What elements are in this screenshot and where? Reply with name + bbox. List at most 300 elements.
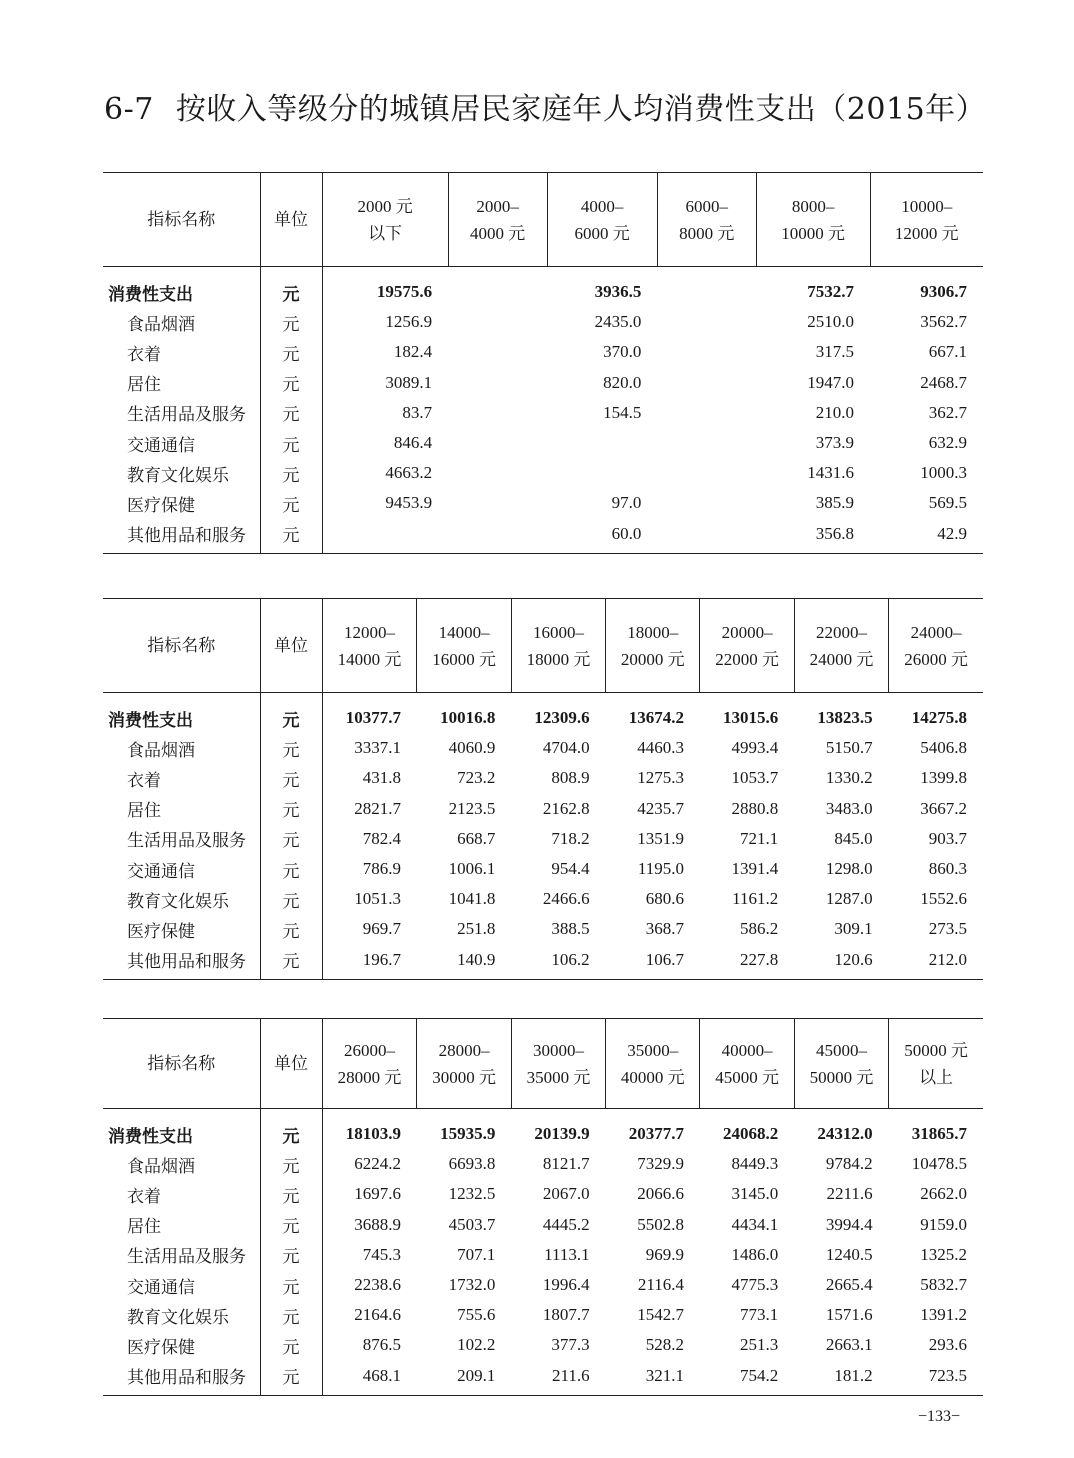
value-cell bbox=[657, 368, 756, 398]
header-line: 12000– bbox=[343, 622, 395, 642]
value-cell: 808.9 bbox=[551, 768, 590, 788]
header-income-bracket bbox=[511, 1019, 605, 1109]
value-cell: 2821.7 bbox=[354, 798, 401, 818]
value-cell: 876.5 bbox=[362, 1335, 401, 1355]
value-cell: 1807.7 bbox=[542, 1305, 590, 1325]
header-income-bracket bbox=[448, 173, 547, 267]
header-line: 22000 元 bbox=[715, 649, 779, 669]
header-line: 24000 元 bbox=[809, 649, 874, 669]
header-line: 24000– bbox=[910, 622, 962, 642]
table-row bbox=[103, 1149, 983, 1179]
table-row bbox=[103, 1300, 983, 1330]
unit-cell: 元 bbox=[260, 337, 322, 367]
value-cell: 102.2 bbox=[457, 1335, 496, 1355]
value-cell: 1298.0 bbox=[825, 859, 873, 879]
value-cell: 3337.1 bbox=[354, 738, 401, 758]
unit-cell: 元 bbox=[260, 1210, 322, 1240]
value-cell: 20377.7 bbox=[628, 1124, 684, 1144]
value-cell: 15935.9 bbox=[440, 1124, 496, 1144]
value-cell: 60.0 bbox=[547, 519, 657, 554]
value-cell: 786.9 bbox=[362, 859, 401, 879]
header-income-bracket bbox=[547, 173, 657, 267]
header-line: 45000 元 bbox=[715, 1067, 779, 1087]
value-cell: 120.6 bbox=[794, 945, 888, 980]
value-cell: 4460.3 bbox=[637, 738, 684, 758]
value-cell: 3562.7 bbox=[920, 312, 967, 332]
value-cell bbox=[547, 428, 657, 458]
unit-cell: 元 bbox=[260, 794, 322, 824]
value-cell: 4704.0 bbox=[542, 738, 590, 758]
row-label: 其他用品和服务 bbox=[103, 1361, 260, 1396]
value-cell: 4993.4 bbox=[731, 738, 779, 758]
header-line: 4000– bbox=[580, 196, 624, 216]
header-line: 20000 元 bbox=[620, 649, 685, 669]
row-label: 食品烟酒 bbox=[127, 314, 195, 335]
value-cell: 1287.0 bbox=[825, 889, 873, 909]
table-row bbox=[103, 945, 983, 980]
value-cell: 9159.0 bbox=[920, 1214, 967, 1234]
value-cell: 1161.2 bbox=[732, 889, 779, 909]
row-label: 居住 bbox=[127, 801, 161, 822]
total-row bbox=[103, 267, 983, 308]
value-cell: 9453.9 bbox=[385, 493, 433, 513]
header-line: 40000– bbox=[721, 1040, 773, 1060]
row-label: 食品烟酒 bbox=[127, 1156, 195, 1177]
value-cell: 83.7 bbox=[402, 402, 433, 422]
row-label: 其他用品和服务 bbox=[103, 519, 260, 554]
row-label: 消费性支出 bbox=[108, 284, 193, 305]
table-row bbox=[103, 398, 983, 428]
header-line: 26000 元 bbox=[904, 649, 968, 669]
value-cell: 10016.8 bbox=[440, 708, 496, 728]
unit-cell: 元 bbox=[260, 1179, 322, 1209]
value-cell: 9306.7 bbox=[920, 282, 967, 302]
unit-cell: 元 bbox=[260, 1330, 322, 1360]
header-income-bracket bbox=[889, 599, 983, 693]
row-label: 交通通信 bbox=[127, 861, 195, 882]
table-row bbox=[103, 824, 983, 854]
value-cell: 721.1 bbox=[740, 828, 779, 848]
header-line: 10000 元 bbox=[781, 223, 845, 243]
value-cell: 4445.2 bbox=[542, 1214, 590, 1234]
value-cell bbox=[448, 458, 547, 488]
value-cell: 782.4 bbox=[362, 828, 401, 848]
unit-cell: 元 bbox=[260, 307, 322, 337]
header-line: 28000– bbox=[438, 1040, 490, 1060]
table-row bbox=[103, 1330, 983, 1360]
header-line: 以下 bbox=[368, 223, 403, 243]
header-line: 35000 元 bbox=[526, 1067, 591, 1087]
value-cell: 773.1 bbox=[740, 1305, 779, 1325]
table-row bbox=[103, 854, 983, 884]
value-cell: 10377.7 bbox=[345, 708, 401, 728]
value-cell: 106.7 bbox=[606, 945, 700, 980]
value-cell: 2435.0 bbox=[594, 312, 642, 332]
value-cell: 356.8 bbox=[756, 519, 870, 554]
value-cell: 2663.1 bbox=[825, 1335, 873, 1355]
value-cell: 309.1 bbox=[834, 919, 873, 939]
unit-cell: 元 bbox=[260, 763, 322, 793]
value-cell: 210.0 bbox=[815, 402, 855, 422]
value-cell: 745.3 bbox=[362, 1244, 401, 1264]
value-cell: 1325.2 bbox=[920, 1244, 967, 1264]
value-cell: 20139.9 bbox=[534, 1124, 590, 1144]
value-cell: 4434.1 bbox=[731, 1214, 779, 1234]
value-cell: 3667.2 bbox=[920, 798, 967, 818]
table-row bbox=[103, 794, 983, 824]
header-unit: 单位 bbox=[260, 1019, 322, 1109]
value-cell: 1053.7 bbox=[731, 768, 779, 788]
header-line: 6000– bbox=[685, 196, 728, 216]
value-cell: 1542.7 bbox=[637, 1305, 684, 1325]
value-cell: 723.2 bbox=[457, 768, 496, 788]
value-cell: 97.0 bbox=[611, 493, 642, 513]
row-label: 教育文化娱乐 bbox=[127, 891, 229, 912]
value-cell: 5502.8 bbox=[637, 1214, 684, 1234]
row-label: 交通通信 bbox=[127, 1277, 195, 1298]
value-cell: 1275.3 bbox=[637, 768, 684, 788]
value-cell: 377.3 bbox=[551, 1335, 590, 1355]
header-line: 30000– bbox=[532, 1040, 584, 1060]
value-cell: 723.5 bbox=[889, 1361, 983, 1396]
value-cell: 293.6 bbox=[928, 1335, 967, 1355]
value-cell: 227.8 bbox=[700, 945, 794, 980]
header-unit: 单位 bbox=[260, 173, 322, 267]
header-line: 50000 元 bbox=[904, 1040, 968, 1060]
value-cell: 2510.0 bbox=[807, 312, 855, 332]
header-income-bracket bbox=[322, 173, 448, 267]
value-cell: 273.5 bbox=[928, 919, 967, 939]
value-cell bbox=[448, 519, 547, 554]
value-cell: 2164.6 bbox=[354, 1305, 401, 1325]
row-label: 生活用品及服务 bbox=[127, 405, 246, 426]
expenditure-table-2 bbox=[103, 598, 983, 980]
value-cell: 12309.6 bbox=[534, 708, 590, 728]
expenditure-table-1 bbox=[103, 172, 983, 554]
value-cell: 2123.5 bbox=[448, 798, 496, 818]
header-line: 20000– bbox=[721, 622, 773, 642]
unit-cell: 元 bbox=[260, 693, 322, 734]
value-cell bbox=[448, 398, 547, 428]
table-row bbox=[103, 368, 983, 398]
header-income-bracket bbox=[322, 599, 417, 693]
unit-cell: 元 bbox=[260, 519, 322, 554]
row-label: 交通通信 bbox=[127, 435, 195, 456]
header-income-bracket bbox=[700, 599, 794, 693]
value-cell: 969.9 bbox=[645, 1244, 684, 1264]
header-income-bracket bbox=[417, 599, 511, 693]
row-label: 其他用品和服务 bbox=[103, 945, 260, 980]
value-cell bbox=[448, 267, 547, 308]
value-cell: 528.2 bbox=[645, 1335, 684, 1355]
row-label: 居住 bbox=[127, 375, 161, 396]
value-cell: 3688.9 bbox=[354, 1214, 401, 1234]
value-cell: 903.7 bbox=[928, 828, 967, 848]
value-cell: 3483.0 bbox=[825, 798, 873, 818]
value-cell: 6693.8 bbox=[448, 1154, 496, 1174]
unit-cell: 元 bbox=[260, 458, 322, 488]
header-line: 以上 bbox=[919, 1067, 954, 1087]
total-row bbox=[103, 693, 983, 734]
value-cell: 1330.2 bbox=[825, 768, 873, 788]
value-cell bbox=[448, 488, 547, 518]
value-cell: 3089.1 bbox=[385, 372, 433, 392]
value-cell: 24068.2 bbox=[723, 1124, 779, 1144]
header-line: 16000– bbox=[532, 622, 584, 642]
header-line: 18000 元 bbox=[526, 649, 591, 669]
unit-cell: 元 bbox=[260, 945, 322, 980]
value-cell: 2662.0 bbox=[920, 1184, 967, 1204]
unit-cell: 元 bbox=[260, 398, 322, 428]
header-income-bracket bbox=[511, 599, 605, 693]
value-cell bbox=[448, 307, 547, 337]
value-cell: 321.1 bbox=[606, 1361, 700, 1396]
value-cell: 2238.6 bbox=[354, 1275, 401, 1295]
value-cell: 845.0 bbox=[834, 828, 873, 848]
value-cell: 1399.8 bbox=[920, 768, 967, 788]
value-cell: 1006.1 bbox=[448, 859, 496, 879]
value-cell: 140.9 bbox=[417, 945, 511, 980]
header-line: 10000– bbox=[901, 196, 953, 216]
value-cell: 5150.7 bbox=[825, 738, 873, 758]
table-row bbox=[103, 1210, 983, 1240]
value-cell: 2162.8 bbox=[542, 798, 590, 818]
value-cell: 8449.3 bbox=[731, 1154, 779, 1174]
value-cell bbox=[657, 428, 756, 458]
value-cell: 668.7 bbox=[457, 828, 496, 848]
value-cell: 860.3 bbox=[928, 859, 967, 879]
table-row bbox=[103, 458, 983, 488]
value-cell: 154.5 bbox=[603, 402, 642, 422]
header-line: 18000– bbox=[627, 622, 679, 642]
unit-cell: 元 bbox=[260, 1270, 322, 1300]
table-row bbox=[103, 1361, 983, 1396]
value-cell: 6224.2 bbox=[354, 1154, 401, 1174]
unit-cell: 元 bbox=[260, 733, 322, 763]
page-title bbox=[104, 84, 986, 128]
value-cell: 1431.6 bbox=[807, 463, 855, 483]
value-cell: 1947.0 bbox=[807, 372, 855, 392]
header-line: 35000– bbox=[627, 1040, 679, 1060]
value-cell: 1051.3 bbox=[354, 889, 401, 909]
value-cell: 2067.0 bbox=[542, 1184, 590, 1204]
value-cell: 368.7 bbox=[645, 919, 684, 939]
table-title: 按收入等级分的城镇居民家庭年人均消费性支出（2015年） bbox=[175, 92, 987, 127]
header-income-bracket bbox=[889, 1019, 983, 1109]
header-income-bracket bbox=[870, 173, 983, 267]
header-line: 2000– bbox=[476, 196, 519, 216]
row-label: 消费性支出 bbox=[108, 710, 193, 731]
row-label: 生活用品及服务 bbox=[127, 831, 246, 852]
value-cell: 370.0 bbox=[603, 342, 642, 362]
value-cell: 212.0 bbox=[889, 945, 983, 980]
value-cell bbox=[322, 519, 448, 554]
header-indicator-name: 指标名称 bbox=[103, 173, 260, 267]
value-cell: 1000.3 bbox=[920, 463, 967, 483]
value-cell bbox=[657, 458, 756, 488]
value-cell: 1996.4 bbox=[542, 1275, 590, 1295]
value-cell: 18103.9 bbox=[345, 1124, 401, 1144]
header-line: 26000– bbox=[343, 1040, 395, 1060]
header-unit: 单位 bbox=[260, 599, 322, 693]
header-income-bracket bbox=[606, 599, 700, 693]
value-cell: 1391.4 bbox=[731, 859, 779, 879]
value-cell: 846.4 bbox=[393, 433, 433, 453]
table-row bbox=[103, 337, 983, 367]
value-cell: 7532.7 bbox=[807, 282, 855, 302]
value-cell: 196.7 bbox=[322, 945, 417, 980]
value-cell: 31865.7 bbox=[911, 1124, 967, 1144]
value-cell bbox=[448, 337, 547, 367]
unit-cell: 元 bbox=[260, 428, 322, 458]
value-cell: 954.4 bbox=[551, 859, 590, 879]
header-line: 6000 元 bbox=[574, 223, 630, 243]
value-cell: 431.8 bbox=[362, 768, 401, 788]
value-cell: 632.9 bbox=[928, 433, 967, 453]
header-income-bracket bbox=[756, 173, 870, 267]
header-line: 28000 元 bbox=[337, 1067, 402, 1087]
value-cell: 1391.2 bbox=[920, 1305, 967, 1325]
value-cell: 13015.6 bbox=[723, 708, 779, 728]
value-cell: 2468.7 bbox=[920, 372, 967, 392]
unit-cell: 元 bbox=[260, 914, 322, 944]
value-cell: 3936.5 bbox=[594, 282, 642, 302]
unit-cell: 元 bbox=[260, 488, 322, 518]
value-cell: 8121.7 bbox=[542, 1154, 590, 1174]
value-cell: 755.6 bbox=[457, 1305, 496, 1325]
value-cell: 707.1 bbox=[457, 1244, 496, 1264]
row-label: 医疗保健 bbox=[127, 921, 195, 942]
header-income-bracket bbox=[700, 1019, 794, 1109]
header-line: 40000 元 bbox=[620, 1067, 685, 1087]
value-cell: 1195.0 bbox=[637, 859, 684, 879]
value-cell bbox=[657, 519, 756, 554]
row-label: 教育文化娱乐 bbox=[127, 465, 229, 486]
header-line: 16000 元 bbox=[432, 649, 497, 669]
header-line: 12000 元 bbox=[894, 223, 959, 243]
unit-cell: 元 bbox=[260, 1361, 322, 1396]
unit-cell: 元 bbox=[260, 854, 322, 884]
page-number: −133− bbox=[918, 1408, 961, 1425]
table-row bbox=[103, 1179, 983, 1209]
row-label: 教育文化娱乐 bbox=[127, 1307, 229, 1328]
row-label: 居住 bbox=[127, 1217, 161, 1238]
value-cell: 2880.8 bbox=[731, 798, 779, 818]
value-cell: 5832.7 bbox=[920, 1275, 967, 1295]
value-cell: 1041.8 bbox=[448, 889, 496, 909]
value-cell: 10478.5 bbox=[911, 1154, 967, 1174]
value-cell: 1232.5 bbox=[448, 1184, 496, 1204]
header-indicator-name: 指标名称 bbox=[103, 1019, 260, 1109]
value-cell: 362.7 bbox=[928, 402, 967, 422]
value-cell: 2066.6 bbox=[637, 1184, 684, 1204]
value-cell bbox=[657, 307, 756, 337]
table-row bbox=[103, 519, 983, 554]
value-cell: 2211.6 bbox=[826, 1184, 873, 1204]
value-cell: 820.0 bbox=[603, 372, 642, 392]
header-income-bracket bbox=[794, 599, 888, 693]
total-row bbox=[103, 1109, 983, 1150]
value-cell: 373.9 bbox=[815, 433, 855, 453]
value-cell: 680.6 bbox=[645, 889, 684, 909]
value-cell: 1486.0 bbox=[731, 1244, 779, 1264]
row-label: 消费性支出 bbox=[108, 1126, 193, 1147]
value-cell: 19575.6 bbox=[376, 282, 433, 302]
row-label: 食品烟酒 bbox=[127, 740, 195, 761]
header-line: 14000– bbox=[438, 622, 490, 642]
header-line: 8000 元 bbox=[679, 223, 735, 243]
value-cell: 969.7 bbox=[362, 919, 401, 939]
header-income-bracket bbox=[657, 173, 756, 267]
table-row bbox=[103, 884, 983, 914]
row-label: 医疗保健 bbox=[127, 495, 195, 516]
unit-cell: 元 bbox=[260, 368, 322, 398]
value-cell: 3994.4 bbox=[825, 1214, 873, 1234]
value-cell: 42.9 bbox=[870, 519, 983, 554]
value-cell bbox=[657, 398, 756, 428]
value-cell: 4663.2 bbox=[385, 463, 433, 483]
value-cell: 4235.7 bbox=[637, 798, 684, 818]
header-line: 4000 元 bbox=[469, 223, 526, 243]
value-cell: 181.2 bbox=[794, 1361, 888, 1396]
value-cell: 317.5 bbox=[815, 342, 855, 362]
header-line: 22000– bbox=[815, 622, 867, 642]
header-line: 30000 元 bbox=[432, 1067, 497, 1087]
unit-cell: 元 bbox=[260, 1149, 322, 1179]
header-income-bracket bbox=[322, 1019, 417, 1109]
value-cell: 4503.7 bbox=[448, 1214, 496, 1234]
header-income-bracket bbox=[606, 1019, 700, 1109]
table-row bbox=[103, 914, 983, 944]
value-cell bbox=[448, 428, 547, 458]
value-cell: 569.5 bbox=[928, 493, 967, 513]
value-cell: 1571.6 bbox=[825, 1305, 873, 1325]
value-cell bbox=[657, 337, 756, 367]
table-row bbox=[103, 1270, 983, 1300]
value-cell: 385.9 bbox=[815, 493, 855, 513]
header-line: 45000– bbox=[815, 1040, 867, 1060]
expenditure-table-3 bbox=[103, 1018, 983, 1396]
table-row bbox=[103, 733, 983, 763]
value-cell: 1240.5 bbox=[825, 1244, 873, 1264]
value-cell: 5406.8 bbox=[920, 738, 967, 758]
value-cell bbox=[657, 267, 756, 308]
header-income-bracket bbox=[794, 1019, 888, 1109]
value-cell: 1113.1 bbox=[544, 1244, 590, 1264]
row-label: 衣着 bbox=[127, 1186, 161, 1207]
value-cell: 4060.9 bbox=[448, 738, 496, 758]
row-label: 医疗保健 bbox=[127, 1337, 195, 1358]
unit-cell: 元 bbox=[260, 1240, 322, 1270]
value-cell: 2116.4 bbox=[637, 1275, 684, 1295]
value-cell: 667.1 bbox=[928, 342, 967, 362]
header-line: 2000 元 bbox=[357, 196, 413, 216]
value-cell bbox=[657, 488, 756, 518]
value-cell: 182.4 bbox=[393, 342, 433, 362]
value-cell: 4775.3 bbox=[731, 1275, 779, 1295]
table-row bbox=[103, 1240, 983, 1270]
unit-cell: 元 bbox=[260, 1109, 322, 1150]
row-label: 衣着 bbox=[127, 770, 161, 791]
table-number: 6-7 bbox=[104, 92, 154, 127]
header-income-bracket bbox=[417, 1019, 511, 1109]
value-cell: 586.2 bbox=[740, 919, 779, 939]
value-cell: 2665.4 bbox=[825, 1275, 873, 1295]
table-row bbox=[103, 307, 983, 337]
unit-cell: 元 bbox=[260, 1300, 322, 1330]
value-cell: 9784.2 bbox=[825, 1154, 873, 1174]
value-cell: 468.1 bbox=[322, 1361, 417, 1396]
